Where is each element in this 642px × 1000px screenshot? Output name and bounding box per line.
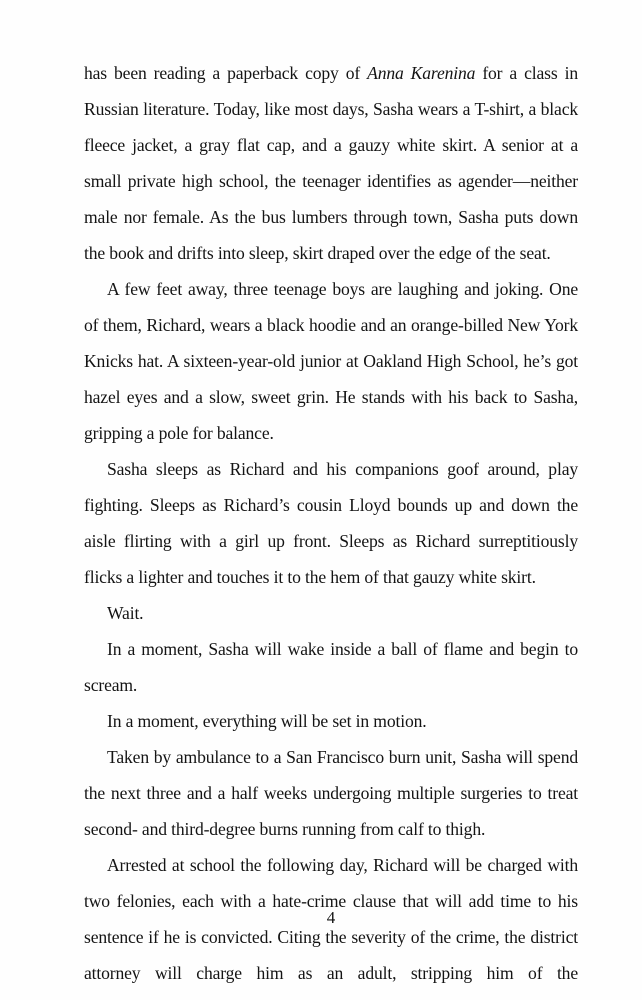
book-title-anna-karenina: Anna Karenina [367,63,476,83]
paragraph-2: A few feet away, three teenage boys are laughing and joking. One of them, Richard, wears a black hoodie and an orange-billed New York Knicks hat. A sixteen-year-old junior at Oakland High School, he’s got hazel eyes and a slow, sweet grin. He stands with his back to Sasha, gripping a pole for balance. [84,279,578,443]
page-number: 4 [326,908,336,927]
body-text [84,55,578,991]
paragraph-5: In a moment, Sasha will wake inside a ball of flame and begin to scream. [84,639,578,695]
paragraph-4: Wait. [107,603,144,623]
paragraph-6: In a moment, everything will be set in motion. [107,711,427,731]
paragraph-1-segment-3: for a class in Russian literature. Today, like most days, Sasha wears a T-shirt, a black fleece jacket, a gray flat cap, and a gauzy white skirt. A senior at a small private high school, the teenager identifies as agender—neither male nor female. As the bus lumbers through town, Sasha puts down the book and drifts into sleep, skirt draped over the edge of the seat. [84,63,578,263]
paragraph-1-segment-1: has been reading a paperback copy of [84,63,368,83]
paragraph-7: Taken by ambulance to a San Francisco burn unit, Sasha will spend the next three and a half weeks undergoing multiple surgeries to treat second- and third-degree burns running from calf to thigh. [84,747,578,839]
paragraph-8: Arrested at school the following day, Richard will be charged with two felonies, each with a hate-crime clause that will add time to his sentence if he is convicted. Citing the severity of the crime, the district attorney will charge him as an adult, stripping him of the [84,855,578,983]
paragraph-1 [84,55,578,271]
paragraph-3: Sasha sleeps as Richard and his companions goof around, play fighting. Sleeps as Richard’s cousin Lloyd bounds up and down the aisle flirting with a girl up front. Sleeps as Richard surreptitiously flicks a lighter and touches it to the hem of that gauzy white skirt. [84,459,578,587]
